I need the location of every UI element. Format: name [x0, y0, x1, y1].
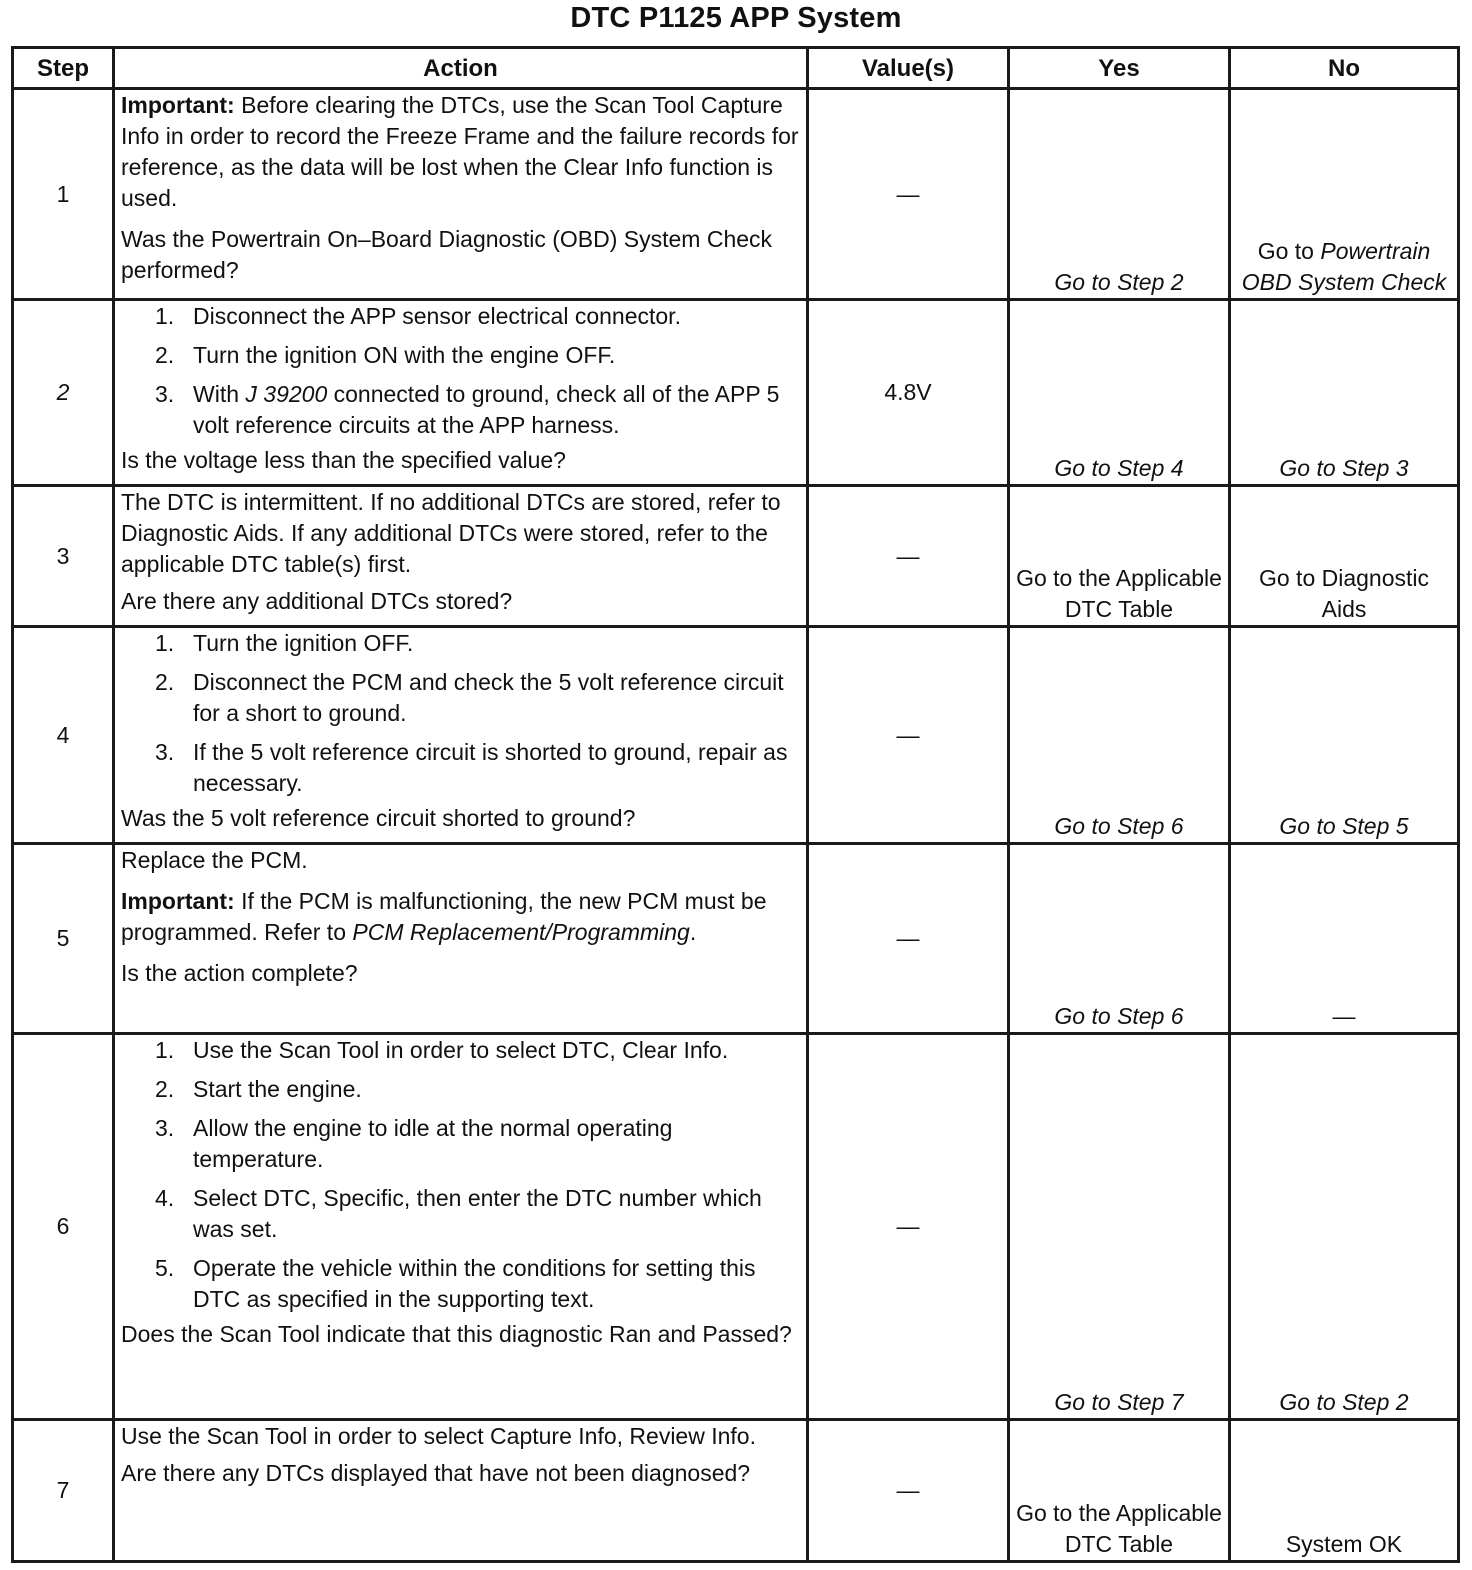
- yes-cell: Go to the Applicable DTC Table: [1009, 486, 1230, 627]
- list-number: 2.: [155, 1076, 175, 1102]
- list-item: [155, 1183, 800, 1245]
- header-action: Action: [114, 48, 808, 89]
- step-text: Replace the PCM.: [121, 847, 308, 873]
- step-question: Was the Powertrain On–Board Diagnostic (OBD) System Check performed?: [121, 226, 773, 283]
- table-row: [13, 486, 1459, 627]
- no-cell: Go to Step 3: [1230, 300, 1459, 486]
- list-item: [155, 1035, 800, 1066]
- header-step: Step: [13, 48, 114, 89]
- list-text: Start the engine.: [193, 1076, 362, 1102]
- step-number: 3: [13, 486, 114, 627]
- yes-cell: Go to Step 7: [1009, 1034, 1230, 1420]
- no-cell: Go to Step 5: [1230, 627, 1459, 844]
- list-number: 2.: [155, 669, 175, 695]
- list-item: [155, 1074, 800, 1105]
- yes-cell: Go to Step 2: [1009, 89, 1230, 300]
- step-question: Are there any additional DTCs stored?: [121, 588, 513, 614]
- list-text: Operate the vehicle within the conditions for setting this DTC as specified in the supporting text.: [193, 1255, 756, 1312]
- action-cell: [114, 300, 808, 486]
- action-cell: [114, 89, 808, 300]
- yes-cell: Go to the Applicable DTC Table: [1009, 1420, 1230, 1562]
- list-number: 4.: [155, 1185, 175, 1211]
- list-text: Turn the ignition OFF.: [193, 630, 414, 656]
- list-item: [155, 1113, 800, 1175]
- tool-reference: J 39200: [245, 381, 328, 407]
- action-cell: [114, 486, 808, 627]
- list-text: Select DTC, Specific, then enter the DTC number which was set.: [193, 1185, 762, 1242]
- table-row: [13, 1420, 1459, 1562]
- table-row: [13, 844, 1459, 1034]
- step-question: Is the voltage less than the specified value?: [121, 447, 566, 473]
- list-number: 1.: [155, 630, 175, 656]
- no-cell: Go to Step 2: [1230, 1034, 1459, 1420]
- step-question: Does the Scan Tool indicate that this diagnostic Ran and Passed?: [121, 1321, 792, 1347]
- step-text: The DTC is intermittent. If no additional DTCs are stored, refer to Diagnostic Aids. If any additional DTCs were stored, refer to the applicable DTC table(s) first.: [121, 489, 781, 577]
- list-item: [155, 667, 800, 729]
- header-yes: Yes: [1009, 48, 1230, 89]
- list-text: Turn the ignition ON with the engine OFF.: [193, 342, 616, 368]
- action-steps-list: [121, 628, 800, 799]
- action-cell: [114, 1420, 808, 1562]
- list-text: Disconnect the PCM and check the 5 volt reference circuit for a short to ground.: [193, 669, 784, 726]
- step-number: 5: [13, 844, 114, 1034]
- table-row: [13, 300, 1459, 486]
- value-cell: —: [808, 1420, 1009, 1562]
- list-item: [155, 737, 800, 799]
- header-values: Value(s): [808, 48, 1009, 89]
- step-question: Are there any DTCs displayed that have not been diagnosed?: [121, 1460, 751, 1486]
- step-number: 2: [13, 300, 114, 486]
- list-text: Allow the engine to idle at the normal operating temperature.: [193, 1115, 673, 1172]
- list-number: 5.: [155, 1255, 175, 1281]
- yes-cell: Go to Step 6: [1009, 844, 1230, 1034]
- action-cell: [114, 844, 808, 1034]
- header-no: No: [1230, 48, 1459, 89]
- important-text: Before clearing the DTCs, use the Scan Tool Capture Info in order to record the Freeze Frame and the failure records for reference, as the data will be lost when the Clear Info function is used.: [121, 92, 799, 211]
- value-cell: 4.8V: [808, 300, 1009, 486]
- diagnostic-table: [11, 46, 1460, 1563]
- list-item: [155, 1253, 800, 1315]
- important-text: If the PCM is malfunctioning, the new PCM must be programmed. Refer to: [121, 888, 767, 945]
- table-row: [13, 89, 1459, 300]
- list-text: connected to ground, check all of the APP 5 volt reference circuits at the APP harness.: [193, 381, 780, 438]
- yes-cell: Go to Step 4: [1009, 300, 1230, 486]
- step-number: 6: [13, 1034, 114, 1420]
- list-number: 3.: [155, 381, 175, 407]
- list-item: [155, 301, 800, 332]
- list-text: Use the Scan Tool in order to select DTC, Clear Info.: [193, 1037, 729, 1063]
- value-cell: —: [808, 627, 1009, 844]
- list-number: 2.: [155, 342, 175, 368]
- yes-cell: Go to Step 6: [1009, 627, 1230, 844]
- value-cell: —: [808, 89, 1009, 300]
- step-number: 1: [13, 89, 114, 300]
- value-cell: —: [808, 1034, 1009, 1420]
- table-row: [13, 1034, 1459, 1420]
- step-question: Is the action complete?: [121, 960, 358, 986]
- list-number: 3.: [155, 739, 175, 765]
- table-row: [13, 627, 1459, 844]
- value-cell: —: [808, 486, 1009, 627]
- list-text: With: [193, 381, 246, 407]
- manual-reference: PCM Replacement/Programming: [352, 919, 690, 945]
- step-number: 7: [13, 1420, 114, 1562]
- no-prefix: Go to: [1257, 238, 1321, 264]
- step-question: Was the 5 volt reference circuit shorted to ground?: [121, 805, 636, 831]
- page-title: DTC P1125 APP System: [570, 2, 902, 34]
- no-cell: Go to Diagnostic Aids: [1230, 486, 1459, 627]
- step-number: 4: [13, 627, 114, 844]
- action-cell: [114, 1034, 808, 1420]
- list-number: 1.: [155, 303, 175, 329]
- action-steps-list: [121, 1035, 800, 1315]
- important-label: Important:: [121, 888, 235, 914]
- important-note: [121, 90, 800, 214]
- no-cell: [1230, 89, 1459, 300]
- list-text: Disconnect the APP sensor electrical connector.: [193, 303, 681, 329]
- list-item: [155, 628, 800, 659]
- important-text-end: .: [689, 919, 697, 945]
- step-text: Use the Scan Tool in order to select Capture Info, Review Info.: [121, 1423, 756, 1449]
- action-cell: [114, 627, 808, 844]
- value-cell: —: [808, 844, 1009, 1034]
- important-note: [121, 886, 800, 948]
- important-label: Important:: [121, 92, 235, 118]
- list-text: If the 5 volt reference circuit is shorted to ground, repair as necessary.: [193, 739, 788, 796]
- no-cell: System OK: [1230, 1420, 1459, 1562]
- list-number: 3.: [155, 1115, 175, 1141]
- list-number: 1.: [155, 1037, 175, 1063]
- list-item: [155, 340, 800, 371]
- no-cell: —: [1230, 844, 1459, 1034]
- action-steps-list: [121, 301, 800, 441]
- list-item: [155, 379, 800, 441]
- header-row: [13, 48, 1459, 89]
- no-reference: Powertrain OBD System Check: [1241, 238, 1447, 295]
